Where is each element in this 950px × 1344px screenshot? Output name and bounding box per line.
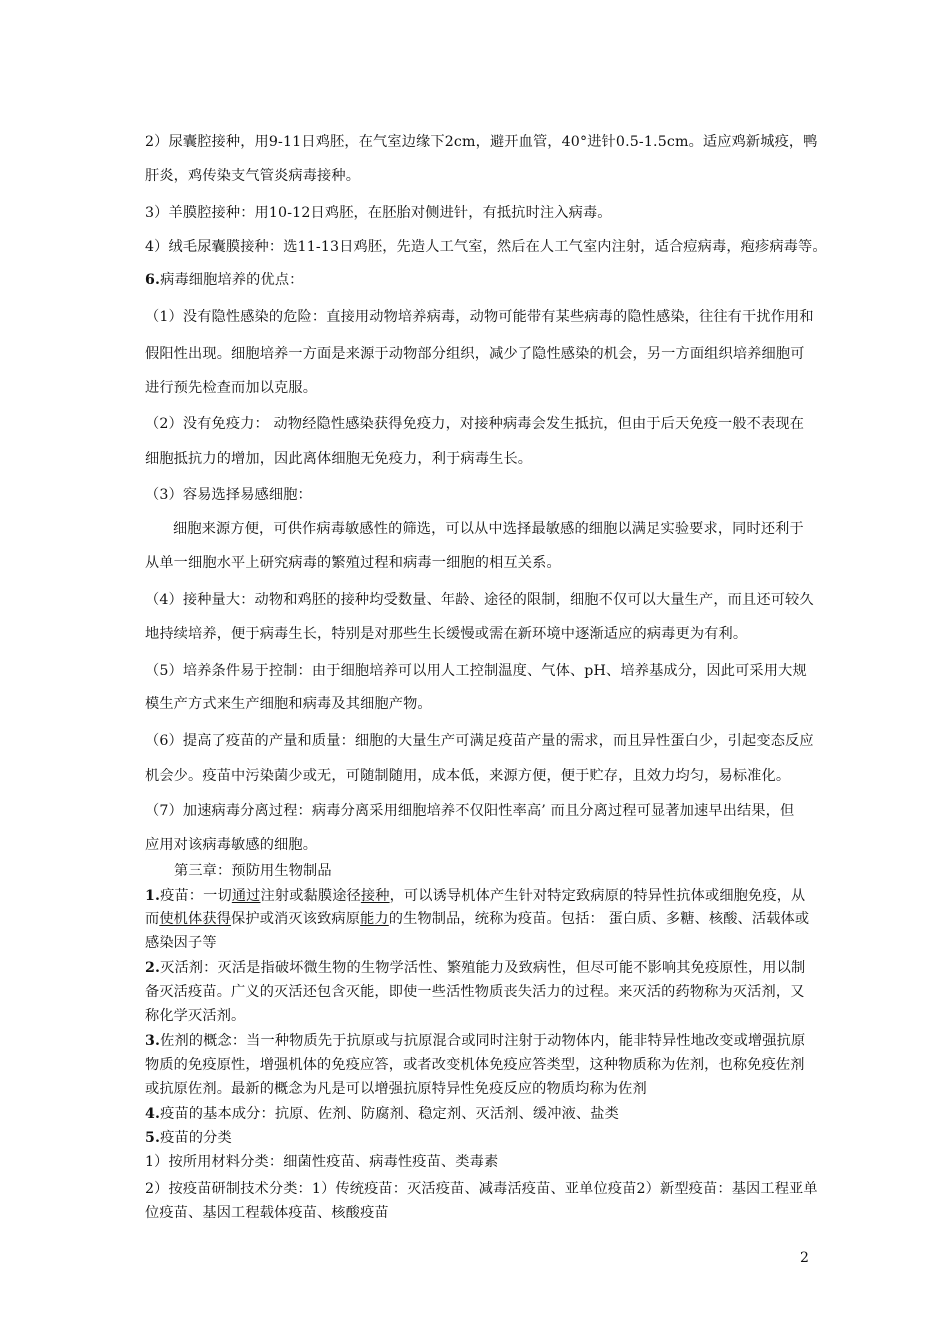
- text-run: 疫苗的基本成分：抗原、佐剂、防腐剂、稳定剂、灭活剂、缓冲液、盐类: [160, 1106, 619, 1122]
- paragraph-line: 2）按疫苗研制技术分类：1）传统疫苗：灭活疫苗、减毒活疫苗、亚单位疫苗2）新型疫苗：基因工程亚单: [145, 1181, 818, 1197]
- paragraph-line: 2）尿囊腔接种，用9-11日鸡胚，在气室边缘下2cm，避开血管，40°进针0.5-1.5cm。适应鸡新城疫，鸭: [145, 134, 818, 150]
- text-run: 注射或黏膜途径: [260, 888, 361, 904]
- item-number: 2.: [145, 960, 161, 976]
- underlined-text: 能力: [360, 911, 389, 927]
- item-number: 4.: [145, 1106, 161, 1122]
- item-number: 5.: [145, 1130, 161, 1146]
- text-run: 灭活剂：灭活是指破坏微生物的生物学活性、繁殖能力及致病性，但尽可能不影响其免疫原性，用以制: [160, 960, 806, 976]
- section-heading: [145, 1128, 817, 1148]
- paragraph-line: 应用对该病毒敏感的细胞。: [145, 837, 318, 853]
- paragraph-line: 称化学灭活剂。: [145, 1008, 246, 1024]
- section-heading: [145, 270, 817, 290]
- paragraph-line: （1）没有隐性感染的危险：直接用动物培养病毒，动物可能带有某些病毒的隐性感染，往往有干扰作用和: [145, 309, 814, 325]
- paragraph-line: 3）羊膜腔接种：用10-12日鸡胚，在胚胎对侧进针，有抵抗时注入病毒。: [145, 205, 612, 221]
- paragraph-line: 备灭活疫苗。广义的灭活还包含灭能，即使一些活性物质丧失活力的过程。来灭活的药物称为灭活剂，又: [145, 984, 805, 1000]
- paragraph-line: 细胞来源方便，可供作病毒敏感性的筛选，可以从中选择最敏感的细胞以满足实验要求，同时还利于: [173, 521, 804, 537]
- paragraph-line: 进行预先检查而加以克服。: [145, 380, 318, 396]
- paragraph-line: 地持续培养，便于病毒生长，特别是对那些生长缓慢或需在新环境中逐渐适应的病毒更为有利。: [145, 626, 748, 642]
- paragraph-line: 机会少。疫苗中污染菌少或无，可随制随用，成本低，来源方便，便于贮存，且效力均匀，易标准化。: [145, 768, 791, 784]
- section-title: 病毒细胞培养的优点：: [160, 272, 304, 288]
- paragraph-line: 模生产方式来生产细胞和病毒及其细胞产物。: [145, 696, 432, 712]
- paragraph-line: 假阳性出现。细胞培养一方面是来源于动物部分组织，减少了隐性感染的机会，另一方面组织培养细胞可: [145, 346, 805, 362]
- paragraph-line: （5）培养条件易于控制：由于细胞培养可以用人工控制温度、气体、pH、培养基成分，因此可采用大规: [145, 663, 807, 679]
- item-number: 1.: [145, 888, 161, 904]
- paragraph-line: 细胞抵抗力的增加，因此离体细胞无免疫力，利于病毒生长。: [145, 451, 533, 467]
- paragraph-line: （2）没有免疫力： 动物经隐性感染获得免疫力，对接种病毒会发生抵抗，但由于后天免疫一般不表现在: [145, 416, 805, 432]
- definition-line: [145, 1031, 817, 1051]
- text-run: 疫苗：一切: [160, 888, 232, 904]
- definition-line: [145, 909, 817, 929]
- definition-line: [145, 1104, 817, 1124]
- definition-line: [145, 886, 817, 906]
- paragraph-line: 4）绒毛尿囊膜接种：选11-13日鸡胚，先造人工气室，然后在人工气室内注射，适合痘病毒，疱疹病毒等。: [145, 239, 827, 255]
- text-run: 保护或消灭该致病原: [231, 911, 361, 927]
- paragraph-line: （4）接种量大：动物和鸡胚的接种均受数量、年龄、途径的限制，细胞不仅可以大量生产，而且还可较久: [145, 592, 814, 608]
- section-number: 6.: [145, 272, 161, 288]
- paragraph-line: （3）容易选择易感细胞：: [145, 487, 312, 503]
- text-run: ，可以诱导机体产生针对特定致病原的特异性抗体或细胞免疫，从: [389, 888, 806, 904]
- chapter-heading: 第三章：预防用生物制品: [174, 863, 332, 879]
- text-run: 而: [145, 911, 160, 927]
- underlined-text: 通过: [231, 888, 261, 904]
- paragraph-line: 或抗原佐剂。最新的概念为凡是可以增强抗原特异性免疫反应的物质均称为佐剂: [145, 1081, 647, 1097]
- text-run: 的生物制品，统称为疫苗。包括： 蛋白质、多糖、核酸、活载体或: [388, 911, 810, 927]
- definition-line: [145, 958, 817, 978]
- underlined-text: 使机体获得: [159, 911, 232, 927]
- item-number: 3.: [145, 1033, 161, 1049]
- section-title: 疫苗的分类: [160, 1130, 232, 1146]
- text-run: 佐剂的概念：当一种物质先于抗原或与抗原混合或同时注射于动物体内，能非特异性地改变或增强抗原: [160, 1033, 806, 1049]
- paragraph-line: 物质的免疫原性，增强机体的免疫应答，或者改变机体免疫应答类型，这种物质称为佐剂，也称免疫佐剂: [145, 1057, 805, 1073]
- paragraph-line: 位疫苗、基因工程载体疫苗、核酸疫苗: [145, 1205, 389, 1221]
- underlined-text: 接种: [360, 888, 390, 904]
- paragraph-line: 感染因子等: [145, 935, 217, 951]
- paragraph-line: （7）加速病毒分离过程：病毒分离采用细胞培养不仅阳性率高’ 而且分离过程可显著加速早出结果，但: [145, 803, 795, 819]
- page-number: 2: [800, 1250, 809, 1266]
- paragraph-line: 肝炎，鸡传染支气管炎病毒接种。: [145, 168, 361, 184]
- paragraph-line: 从单一细胞水平上研究病毒的繁殖过程和病毒一细胞的相互关系。: [145, 555, 561, 571]
- paragraph-line: 1）按所用材料分类：细菌性疫苗、病毒性疫苗、类毒素: [145, 1154, 499, 1170]
- paragraph-line: （6）提高了疫苗的产量和质量：细胞的大量生产可满足疫苗产量的需求，而且异性蛋白少，引起变态反应: [145, 733, 814, 749]
